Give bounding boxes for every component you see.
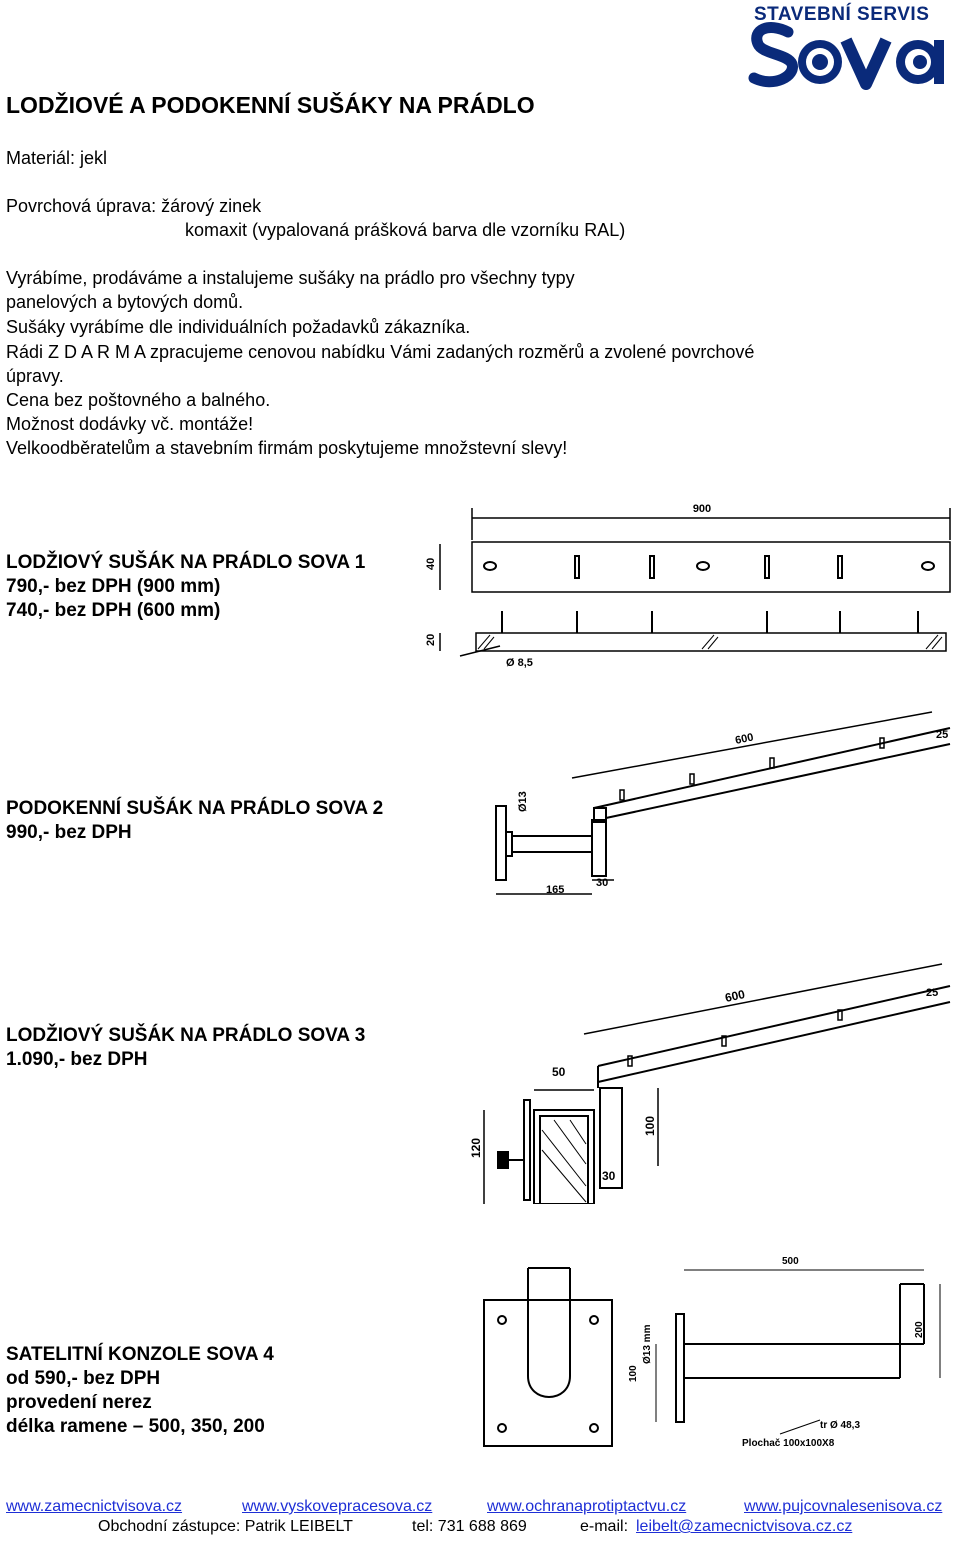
product-2-name: PODOKENNÍ SUŠÁK NA PRÁDLO SOVA 2 (6, 798, 384, 819)
dim-height: 200 (914, 1321, 925, 1338)
intro-line: úpravy. (6, 366, 64, 386)
drawing-sova-3 (462, 960, 956, 1204)
intro-line: panelových a bytových domů. (6, 292, 244, 312)
company-logo (748, 4, 958, 90)
footer-link-zamecnictvi[interactable]: www.zamecnictvisova.cz (6, 1498, 183, 1515)
footer-link-pujcovna[interactable]: www.pujcovnalesenisova.cz (744, 1498, 943, 1515)
product-4-price: od 590,- bez DPH (6, 1368, 161, 1389)
dim-height: 40 (425, 557, 437, 570)
footer-link-vyskove-prace[interactable]: www.vyskovepracesova.cz (242, 1498, 433, 1515)
dim-pipe: tr Ø 48,3 (820, 1420, 861, 1431)
intro-line: Vyrábíme, prodáváme a instalujeme sušáky na prádlo pro všechny typy (6, 268, 575, 288)
intro-line: Cena bez poštovného a balného. (6, 390, 271, 410)
drawing-sova-4 (480, 1248, 956, 1450)
dim-bottom: 30 (602, 1169, 616, 1183)
product-3-name: LODŽIOVÝ SUŠÁK NA PRÁDLO SOVA 3 (6, 1025, 366, 1046)
product-2-price: 990,- bez DPH (6, 822, 132, 843)
dim-plate-height: 100 (628, 1365, 639, 1382)
dim-plate: Plochač 100x100X8 (742, 1438, 835, 1449)
product-4-material: provedení nerez (6, 1392, 152, 1413)
dim-hole: Ø 8,5 (506, 657, 533, 669)
dim-tube: Ø13 (517, 791, 529, 812)
logo-graphic (748, 4, 958, 90)
footer-phone: tel: 731 688 869 (412, 1518, 527, 1535)
product-1-price-900: 790,- bez DPH (900 mm) (6, 576, 221, 597)
dim-right: 100 (643, 1115, 657, 1136)
material-text: Materiál: jekl (6, 148, 108, 168)
dim-depth: 20 (425, 633, 437, 646)
intro-line: Možnost dodávky vč. montáže! (6, 414, 254, 434)
dim-length: 600 (723, 987, 747, 1005)
dim-flange: 30 (596, 877, 609, 889)
product-4-arm-length: délka ramene – 500, 350, 200 (6, 1416, 265, 1437)
footer-link-ochrana[interactable]: www.ochranaprotiptactvu.cz (487, 1498, 687, 1515)
product-3-price: 1.090,- bez DPH (6, 1049, 148, 1070)
footer-email-label: e-mail: (580, 1518, 629, 1535)
dim-length: 900 (692, 503, 712, 515)
logo-top-text: STAVEBNÍ SERVIS (754, 4, 930, 25)
dim-angle: 25 (926, 987, 939, 999)
surface-line-2: komaxit (vypalovaná prášková barva dle vzorníku RAL) (185, 220, 626, 240)
drawing-sova-2 (480, 708, 956, 908)
footer-representative: Obchodní zástupce: Patrik LEIBELT (98, 1518, 353, 1535)
intro-line: Velkoodběratelům a stavebním firmám poskytujeme množstevní slevy! (6, 438, 568, 458)
product-1-price-600: 740,- bez DPH (600 mm) (6, 600, 221, 621)
dim-tube: Ø13 mm (642, 1324, 653, 1364)
dim-top: 50 (552, 1065, 566, 1079)
intro-line: Rádi Z D A R M A zpracujeme cenovou nabídku Vámi zadaných rozměrů a zvolené povrchové (6, 342, 755, 362)
page-title: LODŽIOVÉ A PODOKENNÍ SUŠÁKY NA PRÁDLO (6, 92, 535, 118)
dim-arm: 165 (546, 884, 565, 896)
intro-line: Sušáky vyrábíme dle individuálních požadavků zákazníka. (6, 317, 471, 337)
footer-email-link[interactable]: leibelt@zamecnictvisova.cz.cz (636, 1518, 853, 1535)
product-1-name: LODŽIOVÝ SUŠÁK NA PRÁDLO SOVA 1 (6, 552, 366, 573)
product-4-name: SATELITNÍ KONZOLE SOVA 4 (6, 1344, 274, 1365)
drawing-sova-1 (420, 496, 956, 674)
surface-line-1: Povrchová úprava: žárový zinek (6, 196, 262, 216)
dim-left: 120 (469, 1137, 483, 1158)
dim-length: 600 (734, 731, 755, 747)
dim-angle: 25 (936, 729, 949, 741)
dim-length: 500 (782, 1256, 799, 1267)
